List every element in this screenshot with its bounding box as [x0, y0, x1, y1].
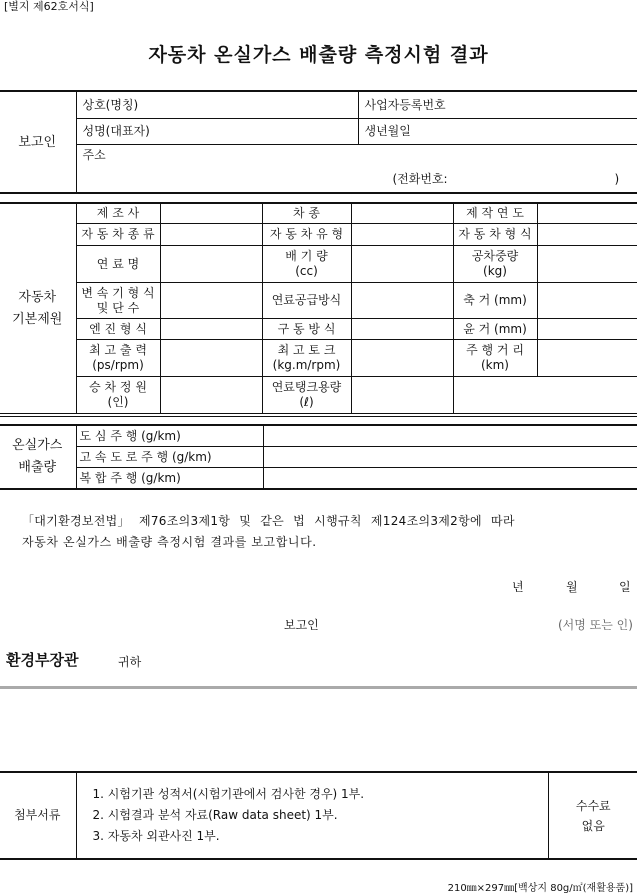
vehicle-category-label: 자 동 차 유 형: [262, 224, 351, 246]
signature-label: 보고인: [284, 618, 319, 632]
curb-weight-label: 공차중량 (kg): [453, 246, 537, 283]
maker-label: 제 조 사: [76, 204, 160, 224]
track-value[interactable]: [537, 319, 637, 340]
city-driving-value[interactable]: [263, 426, 637, 447]
driving-range-label: 주 행 거 리 (km): [453, 340, 537, 377]
fuel-supply-label: 연료공급방식: [262, 283, 351, 319]
recipient-suffix: 귀하: [118, 655, 142, 669]
vehicle-category-value[interactable]: [351, 224, 453, 246]
wheelbase-value[interactable]: [537, 283, 637, 319]
date-month: 월: [566, 580, 578, 594]
max-power-label: 최 고 출 력 (ps/rpm): [76, 340, 160, 377]
attachments-table: [0, 772, 637, 859]
attachment-item: 1. 시험기관 성적서(시험기관에서 검사한 경우) 1부.: [92, 787, 365, 801]
transmission-value[interactable]: [160, 283, 262, 319]
vehicle-bottom-rule: [0, 416, 637, 417]
company-name-label: 상호(명칭): [82, 97, 139, 112]
vehicle-name-label: 차 종: [262, 204, 351, 224]
max-torque-label: 최 고 토 크 (kg.m/rpm): [262, 340, 351, 377]
drive-type-label: 구 동 방 식: [262, 319, 351, 340]
date-year: 년: [512, 580, 524, 594]
combined-driving-value[interactable]: [263, 468, 637, 489]
vehicle-type-value[interactable]: [537, 224, 637, 246]
model-year-value[interactable]: [537, 204, 637, 224]
engine-type-value[interactable]: [160, 319, 262, 340]
drive-type-value[interactable]: [351, 319, 453, 340]
company-name-field[interactable]: [76, 92, 358, 119]
wheelbase-label: 축 거 (mm): [453, 283, 537, 319]
fuel-supply-value[interactable]: [351, 283, 453, 319]
paper-spec: 210㎜×297㎜[백상지 80g/㎡(재활용품)]: [447, 883, 633, 894]
statement-line-1: 「대기환경보전법」 제76조의3제1항 및 같은 법 시행규칙 제124조의3제2항에 따라: [22, 514, 515, 528]
emission-label: 온실가스 배출량: [0, 426, 76, 489]
address-label: 주소: [82, 148, 106, 162]
fuel-label: 연 료 명: [76, 246, 160, 283]
attachments-bottom-rule: [0, 858, 637, 860]
address-field[interactable]: [76, 145, 637, 193]
reporter-bottom-rule: [0, 193, 637, 194]
vehicle-kind-value[interactable]: [160, 224, 262, 246]
combined-driving-label: 복 합 주 행 (g/km): [76, 468, 263, 489]
phone-close: ): [614, 172, 620, 186]
reporter-table: [0, 91, 637, 193]
reporter-label: 보고인: [0, 92, 76, 193]
statement-line-2: 자동차 온실가스 배출량 측정시험 결과를 보고합니다.: [22, 535, 317, 549]
birth-date-label: 생년월일: [364, 124, 411, 138]
seating-capacity-value[interactable]: [160, 377, 262, 414]
driving-range-value[interactable]: [537, 340, 637, 377]
vehicle-type-label: 자 동 차 형 식: [453, 224, 537, 246]
vehicle-spec-label: 자동차 기본제원: [0, 204, 76, 414]
business-number-label: 사업자등록번호: [364, 97, 446, 112]
attachment-item: 3. 자동차 외관사진 1부.: [92, 829, 220, 843]
fuel-value[interactable]: [160, 246, 262, 283]
fuel-tank-value[interactable]: [351, 377, 453, 414]
displacement-value[interactable]: [351, 246, 453, 283]
phone-label: (전화번호:: [392, 172, 448, 186]
fee-cell: 수수료 없음: [548, 773, 637, 859]
displacement-label: 배 기 량 (cc): [262, 246, 351, 283]
attachment-item: 2. 시험결과 분석 자료(Raw data sheet) 1부.: [92, 808, 338, 822]
transmission-label: 변 속 기 형 식 및 단 수: [76, 283, 160, 319]
birth-date-field[interactable]: [358, 119, 637, 145]
attachments-list: [76, 773, 548, 859]
maker-value[interactable]: [160, 204, 262, 224]
seating-capacity-label: 승 차 정 원 (인): [76, 377, 160, 414]
business-number-field[interactable]: [358, 92, 637, 119]
attachments-label: 첨부서류: [0, 773, 76, 859]
engine-type-label: 엔 진 형 식: [76, 319, 160, 340]
representative-field[interactable]: [76, 119, 358, 145]
city-driving-label: 도 심 주 행 (g/km): [76, 426, 263, 447]
model-year-label: 제 작 연 도: [453, 204, 537, 224]
vehicle-kind-label: 자 동 차 종 류: [76, 224, 160, 246]
max-power-value[interactable]: [160, 340, 262, 377]
emission-table: [0, 425, 637, 489]
curb-weight-value[interactable]: [537, 246, 637, 283]
blank-cell: [453, 377, 637, 414]
vehicle-spec-table: [0, 203, 637, 414]
highway-driving-label: 고 속 도 로 주 행 (g/km): [76, 447, 263, 468]
representative-label: 성명(대표자): [82, 124, 150, 138]
recipient-name: 환경부장관: [6, 651, 79, 669]
form-number: [별지 제62호서식]: [4, 0, 94, 13]
vehicle-name-value[interactable]: [351, 204, 453, 224]
highway-driving-value[interactable]: [263, 447, 637, 468]
emission-bottom-rule: [0, 489, 637, 490]
signature-note: (서명 또는 인): [558, 618, 633, 632]
recipient-divider: [0, 686, 637, 689]
max-torque-value[interactable]: [351, 340, 453, 377]
page-title: 자동차 온실가스 배출량 측정시험 결과: [148, 44, 489, 66]
fuel-tank-label: 연료탱크용량 (ℓ): [262, 377, 351, 414]
track-label: 윤 거 (mm): [453, 319, 537, 340]
date-day: 일: [619, 580, 631, 594]
